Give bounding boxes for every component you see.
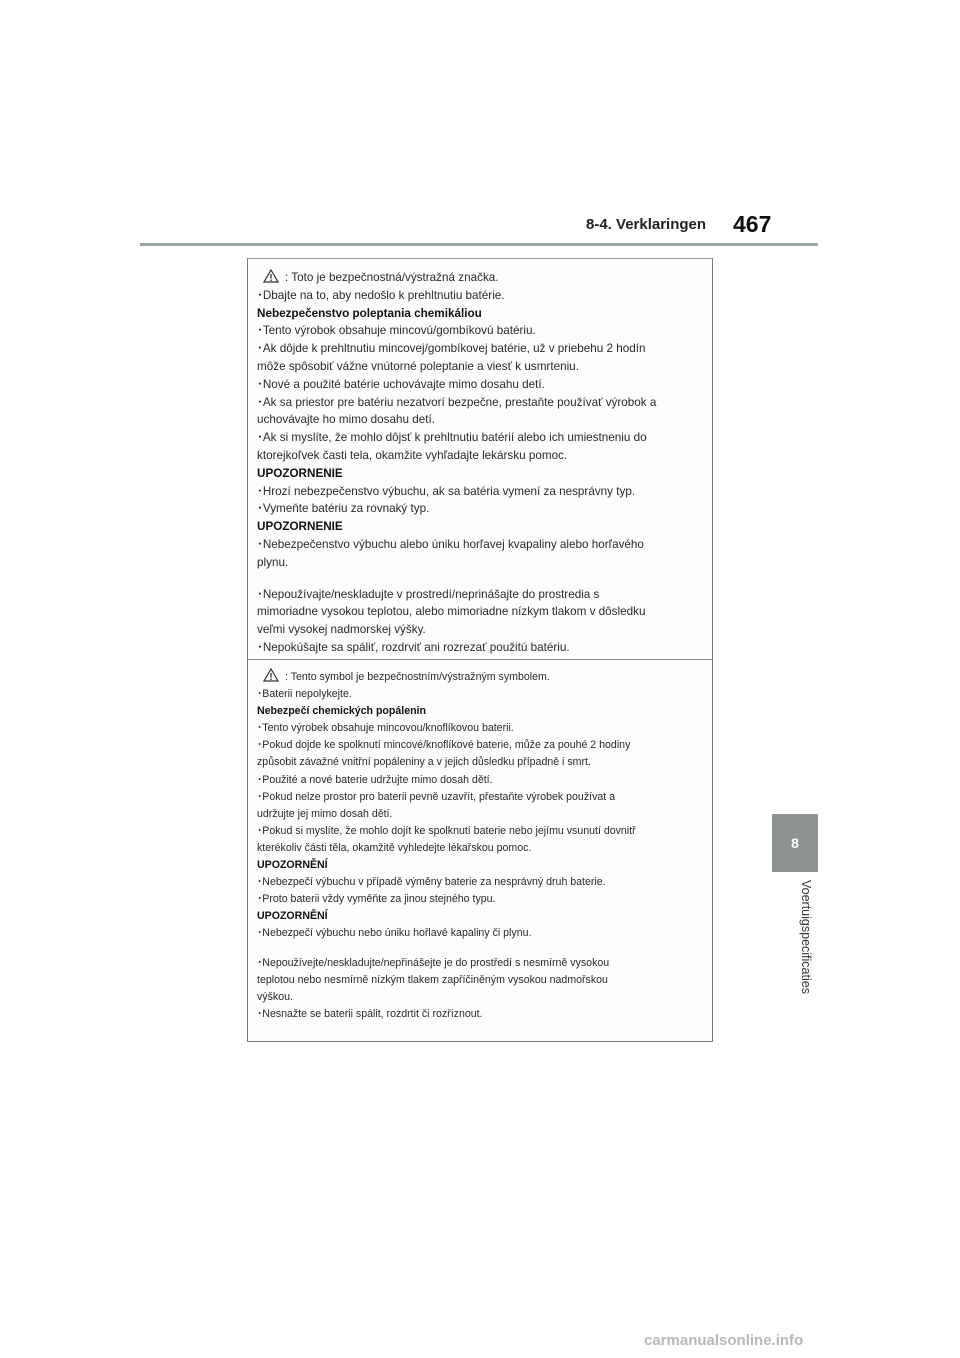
- czech-panel: [248, 659, 712, 1043]
- line-text: výškou.: [257, 990, 293, 1003]
- text-line: [257, 772, 708, 789]
- text-line: [257, 394, 708, 412]
- scanned-label: [247, 258, 713, 1042]
- line-text: ･Baterii nepolykejte.: [257, 688, 352, 701]
- line-text: způsobit závažné vnitřní popáleniny a v jejich důsledku případně i smrt.: [257, 756, 591, 769]
- line-text: ･Ak si myslíte, že mohlo dôjsť k prehltnutiu batérií alebo ich umiestneniu do: [257, 431, 647, 445]
- line-text: ･Nové a použité batérie uchovávajte mimo dosahu detí.: [257, 377, 545, 391]
- line-text: kterékoliv části těla, okamžitě vyhledejte lékařskou pomoc.: [257, 841, 532, 854]
- header-rule: [140, 243, 818, 246]
- line-text: ･Tento výrobek obsahuje mincovou/knoflíkovou baterii.: [257, 722, 514, 735]
- line-text: ･Pokud si myslíte, že mohlo dojít ke spolknutí baterie nebo jejímu vsunutí dovnitř: [257, 824, 636, 837]
- symbol-note: [257, 668, 708, 686]
- chapter-title: Voertuigspecificaties: [799, 880, 813, 994]
- slovak-panel: [248, 259, 712, 659]
- text-line: [257, 989, 708, 1006]
- line-text: ･Dbajte na to, aby nedošlo k prehltnutiu batérie.: [257, 288, 505, 302]
- warning-heading: [257, 465, 708, 483]
- text-line: [257, 411, 708, 429]
- line-text: ･Ak sa priestor pre batériu nezatvorí bezpečne, prestaňte používať výrobok a: [257, 395, 657, 409]
- text-line: [257, 536, 708, 554]
- line-text: UPOZORNĚNÍ: [257, 859, 328, 872]
- text-line: [257, 429, 708, 447]
- text-line: [257, 621, 708, 639]
- line-text: UPOZORNENIE: [257, 466, 343, 480]
- line-text: mimoriadne vysokou teplotou, alebo mimoriadne nízkym tlakom v dôsledku: [257, 605, 646, 619]
- text-line: [257, 955, 708, 972]
- line-text: uchovávajte ho mimo dosahu detí.: [257, 413, 436, 427]
- line-text: udržujte jej mimo dosah dětí.: [257, 807, 393, 820]
- line-text: ･Proto baterii vždy vyměňte za jinou stejného typu.: [257, 893, 496, 906]
- warning-heading: [257, 305, 708, 323]
- text-line: [257, 806, 708, 823]
- line-text: UPOZORNĚNÍ: [257, 910, 328, 923]
- paragraph-gap: [257, 943, 708, 955]
- text-line: [257, 322, 708, 340]
- text-line: [257, 586, 708, 604]
- text-line: [257, 1006, 708, 1023]
- line-text: Nebezpečenstvo poleptania chemikáliou: [257, 306, 482, 320]
- warning-triangle-icon: [263, 269, 279, 283]
- line-text: ･Nebezpečí výbuchu v případě výměny baterie za nesprávný druh baterie.: [257, 876, 606, 889]
- line-text: veľmi vysokej nadmorskej výšky.: [257, 623, 426, 637]
- line-text: ･Ak dôjde k prehltnutiu mincovej/gombíkovej batérie, už v priebehu 2 hodín: [257, 342, 646, 356]
- paragraph-gap: [257, 572, 708, 586]
- text-line: [257, 754, 708, 771]
- text-line: [257, 287, 708, 305]
- text-line: [257, 823, 708, 840]
- line-text: : Tento symbol je bezpečnostním/výstražným symbolem.: [285, 671, 550, 683]
- line-text: ･Nebezpečenstvo výbuchu alebo úniku horľavej kvapaliny alebo horľavého: [257, 537, 644, 551]
- text-line: [257, 891, 708, 908]
- text-line: [257, 789, 708, 806]
- chapter-side-label: [796, 880, 816, 1020]
- watermark: carmanualsonline.info: [644, 1332, 804, 1349]
- line-text: môže spôsobiť vážne vnútorné poleptanie a viesť k usmrteniu.: [257, 359, 579, 373]
- text-line: [257, 720, 708, 737]
- line-text: ･Hrozí nebezpečenstvo výbuchu, ak sa batéria vymení za nesprávny typ.: [257, 484, 636, 498]
- line-text: ･Nepoužívejte/neskladujte/nepřinášejte je do prostředí s nesmírně vysokou: [257, 956, 610, 969]
- text-line: [257, 500, 708, 518]
- line-text: ･Tento výrobok obsahuje mincovú/gombíkovú batériu.: [257, 324, 536, 338]
- line-text: ktorejkoľvek časti tela, okamžite vyhľadajte lekársku pomoc.: [257, 448, 568, 462]
- text-line: [257, 376, 708, 394]
- line-text: ･Nepoužívajte/neskladujte v prostredí/neprinášajte do prostredia s: [257, 587, 600, 601]
- page-number: 467: [733, 211, 772, 237]
- line-text: ･Použité a nové baterie udržujte mimo dosah dětí.: [257, 773, 493, 786]
- text-line: [257, 737, 708, 754]
- line-text: ･Nepokúšajte sa spáliť, rozdrviť ani rozrezať použitú batériu.: [257, 640, 570, 654]
- text-line: [257, 639, 708, 657]
- warning-heading: [257, 703, 708, 720]
- line-text: plynu.: [257, 555, 289, 569]
- line-text: Nebezpečí chemických popálenin: [257, 705, 426, 718]
- line-text: : Toto je bezpečnostná/výstražná značka.: [285, 271, 499, 284]
- chapter-tab: 8: [772, 814, 818, 872]
- warning-heading: [257, 908, 708, 925]
- text-line: [257, 874, 708, 891]
- text-line: [257, 340, 708, 358]
- line-text: ･Nebezpečí výbuchu nebo úniku hořlavé kapaliny či plynu.: [257, 927, 532, 940]
- line-text: ･Pokud dojde ke spolknutí mincové/knoflíkové baterie, může za pouhé 2 hodiny: [257, 739, 631, 752]
- text-line: [257, 840, 708, 857]
- line-text: UPOZORNENIE: [257, 520, 343, 534]
- text-line: [257, 925, 708, 942]
- line-text: ･Nesnažte se baterii spálit, rozdrtit či rozříznout.: [257, 1007, 483, 1020]
- section-title: 8-4. Verklaringen: [586, 216, 707, 233]
- line-text: teplotou nebo nesmírně nízkým tlakem zapříčiněným vysokou nadmořskou: [257, 973, 608, 986]
- text-line: [257, 358, 708, 376]
- warning-triangle-icon: [263, 668, 279, 682]
- symbol-note: [257, 269, 708, 287]
- text-line: [257, 972, 708, 989]
- warning-heading: [257, 518, 708, 536]
- text-line: [257, 447, 708, 465]
- text-line: [257, 686, 708, 703]
- line-text: ･Pokud nelze prostor pro baterii pevně uzavřít, přestaňte výrobek používat a: [257, 790, 616, 803]
- text-line: [257, 554, 708, 572]
- warning-heading: [257, 857, 708, 874]
- line-text: ･Vymeňte batériu za rovnaký typ.: [257, 502, 430, 516]
- text-line: [257, 483, 708, 501]
- text-line: [257, 603, 708, 621]
